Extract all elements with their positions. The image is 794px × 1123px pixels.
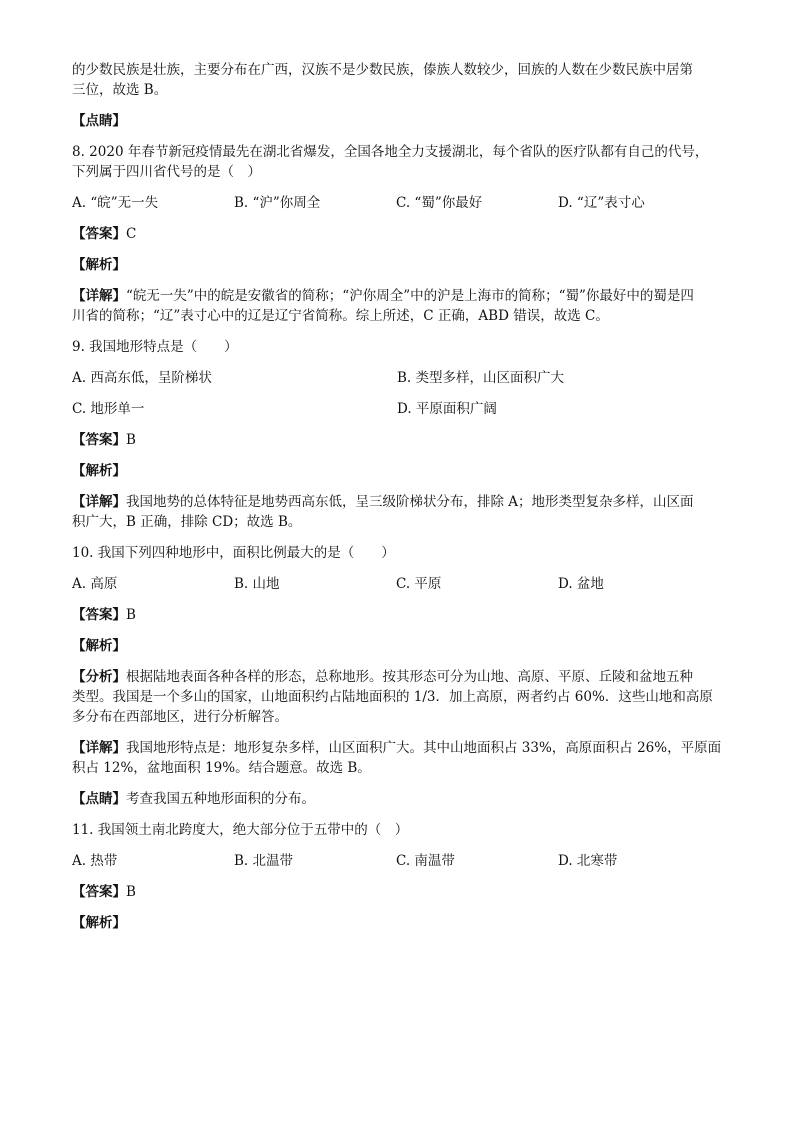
q9-answer-value: B: [126, 432, 136, 448]
q8-option-a: A. “皖”无一失: [72, 195, 159, 211]
q10-dianjing-tag: 【点睛】: [72, 791, 126, 807]
q9-jiexi-tag: 【解析】: [72, 463, 126, 479]
intro-line-1: 的少数民族是壮族，主要分布在广西，汉族不是少数民族，傣族人数较少，回族的人数在少数民族中居第: [72, 62, 693, 78]
q8-detail-text-1: “皖无一失”中的皖是安徽省的简称；“沪你周全”中的沪是上海市的简称；“蜀”你最好中的蜀是四: [126, 288, 694, 304]
q9-detail-line-2: 积广大，B 正确，排除 CD；故选 B。: [72, 514, 302, 530]
q8-answer-value: C: [126, 226, 137, 242]
q9-option-a: A. 西高东低，呈阶梯状: [72, 370, 212, 386]
q10-fenxi-line-1: [72, 667, 722, 687]
q8-stem-line-1: 8. 2020 年春节新冠疫情最先在湖北省爆发，全国各地全力支援湖北，每个省队的医疗队都有自己的代号，: [72, 144, 709, 160]
q8-option-b: B. “沪”你周全: [234, 195, 321, 211]
document-page: [72, 60, 722, 944]
q11-option-d: D. 北寒带: [558, 853, 618, 869]
q10-answer: [72, 605, 722, 625]
q8-detail-line-2: 川省的简称；“辽”表寸心中的辽是辽宁省简称。综上所述，C 正确，ABD 错误，故选 C。: [72, 308, 609, 324]
q8-detail-line-1: [72, 286, 722, 306]
q9-option-c: C. 地形单一: [72, 401, 145, 417]
q10-option-d: D. 盆地: [558, 576, 604, 592]
q10-answer-value: B: [126, 607, 136, 623]
q8-answer-tag: 【答案】: [72, 226, 126, 242]
q10-dianjing-text: 考查我国五种地形面积的分布。: [126, 791, 315, 807]
q9-detail-line-1: [72, 492, 722, 512]
q10-detail-text-1: 我国地形特点是：地形复杂多样，山区面积广大。其中山地面积占 33%，高原面积占 26%，平原面: [126, 740, 722, 756]
q10-fenxi-tag: 【分析】: [72, 669, 126, 685]
q11-option-c: C. 南温带: [396, 853, 455, 869]
q10-stem: 10. 我国下列四种地形中，面积比例最大的是（ ）: [72, 545, 395, 561]
q11-option-a: A. 热带: [72, 853, 118, 869]
q10-fenxi-line-2: 类型。我国是一个多山的国家，山地面积约占陆地面积的 1/3．加上高原，两者约占 60%．这些山地和高原: [72, 689, 713, 705]
q10-answer-tag: 【答案】: [72, 607, 126, 623]
q11-option-b: B. 北温带: [234, 853, 294, 869]
q11-answer: [72, 882, 722, 902]
q8-option-c: C. “蜀”你最好: [396, 195, 483, 211]
q9-options-row-2: [72, 399, 722, 419]
q10-dianjing: [72, 789, 722, 809]
q9-option-d: D. 平原面积广阔: [397, 401, 497, 417]
q10-option-b: B. 山地: [234, 576, 280, 592]
q9-answer: [72, 430, 722, 450]
q9-option-b: B. 类型多样，山区面积广大: [397, 370, 565, 386]
q9-options-row-1: [72, 368, 722, 388]
q9-detail-text-1: 我国地势的总体特征是地势西高东低，呈三级阶梯状分布，排除 A；地形类型复杂多样，山区面: [126, 494, 694, 510]
q8-stem-line-2: 下列属于四川省代号的是（ ）: [72, 164, 261, 180]
q11-stem: 11. 我国领土南北跨度大，绝大部分位于五带中的（ ）: [72, 822, 409, 838]
q10-fenxi-text-1: 根据陆地表面各种各样的形态，总称地形。按其形态可分为山地、高原、平原、丘陵和盆地五种: [126, 669, 693, 685]
q11-jiexi-tag: 【解析】: [72, 915, 126, 931]
q8-option-d: D. “辽”表寸心: [558, 195, 645, 211]
q8-jiexi-tag: 【解析】: [72, 257, 126, 273]
q9-detail-tag: 【详解】: [72, 494, 126, 510]
q8-answer: [72, 224, 722, 244]
q8-options: [72, 193, 722, 213]
intro-line-2: 三位，故选 B。: [72, 82, 168, 98]
q10-option-c: C. 平原: [396, 576, 442, 592]
q9-stem: 9. 我国地形特点是（ ）: [72, 339, 238, 355]
q10-detail-line-2: 积占 12%，盆地面积 19%。结合题意。故选 B。: [72, 760, 371, 776]
q11-options: [72, 851, 722, 871]
q10-option-a: A. 高原: [72, 576, 118, 592]
q11-answer-tag: 【答案】: [72, 884, 126, 900]
q10-fenxi-line-3: 多分布在西部地区，进行分析解答。: [72, 709, 288, 725]
q10-jiexi-tag: 【解析】: [72, 638, 126, 654]
q8-detail-tag: 【详解】: [72, 288, 126, 304]
intro-dianjing-tag: 【点睛】: [72, 113, 126, 129]
q11-answer-value: B: [126, 884, 136, 900]
q9-answer-tag: 【答案】: [72, 432, 126, 448]
q10-detail-line-1: [72, 738, 722, 758]
q10-options: [72, 574, 722, 594]
q10-detail-tag: 【详解】: [72, 740, 126, 756]
